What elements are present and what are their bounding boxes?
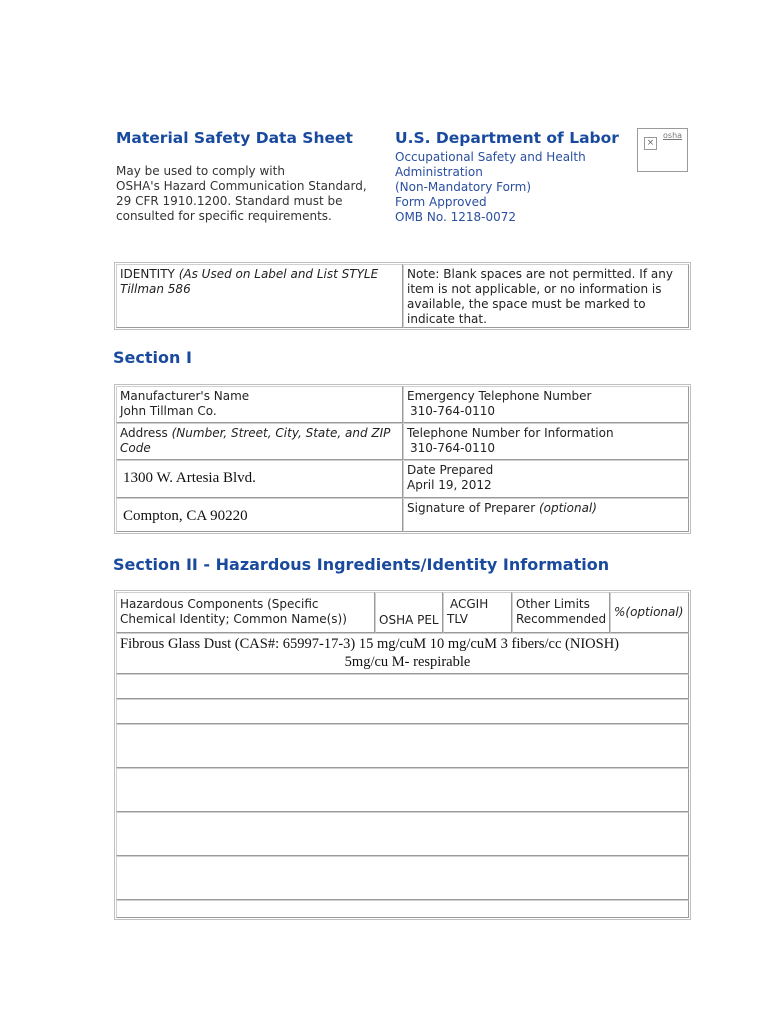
manufacturer-label: Manufacturer's Name: [120, 389, 250, 403]
note-cell: [403, 264, 689, 328]
broken-image-icon: ×: [644, 137, 657, 150]
form-title: Material Safety Data Sheet: [116, 129, 353, 147]
agency-line: (Non-Mandatory Form): [395, 180, 532, 194]
emergency-phone-cell[interactable]: [403, 386, 689, 423]
header-other-line: Recommended: [516, 612, 607, 626]
header-percent: %(optional): [610, 592, 689, 633]
header-osha-pel: OSHA PEL: [375, 592, 443, 633]
identity-box: [114, 262, 691, 330]
header-components-line: Hazardous Components (Specific: [120, 597, 319, 611]
header-components-line: Chemical Identity; Common Name(s)): [120, 612, 347, 626]
comply-line: May be used to comply with: [116, 164, 285, 178]
comply-line: 29 CFR 1910.1200. Standard must be: [116, 194, 343, 208]
section-2-table: [114, 590, 691, 920]
empty-ingredient-row[interactable]: [116, 674, 689, 699]
address-label-cell: Address (Number, Street, City, State, and ZIP Code: [116, 423, 403, 460]
header-other-limits: [512, 592, 610, 633]
info-phone-cell[interactable]: [403, 423, 689, 460]
empty-ingredient-row[interactable]: [116, 812, 689, 856]
header-acgih-line: ACGIH: [450, 597, 489, 611]
note-text: Note: Blank spaces are not permitted. If any item is not applicable, or no information is available, the space must be marked to indicate that.: [407, 267, 673, 326]
date-prepared-value: April 19, 2012: [407, 478, 492, 492]
agency-line: OMB No. 1218-0072: [395, 210, 516, 224]
comply-line: OSHA's Hazard Communication Standard,: [116, 179, 367, 193]
emergency-phone-label: Emergency Telephone Number: [407, 389, 592, 403]
identity-label: IDENTITY (As Used on Label and List STYLE Tillman 586: [120, 267, 379, 296]
section-2-heading: Section II - Hazardous Ingredients/Identity Information: [113, 555, 610, 574]
header-other-line: Other Limits: [516, 597, 590, 611]
address-line2: Compton, CA 90220: [123, 508, 248, 524]
header-acgih-tlv: [443, 592, 512, 633]
signature-cell[interactable]: Signature of Preparer (optional): [403, 498, 689, 532]
address-line2-cell[interactable]: [116, 498, 403, 532]
comply-text: [116, 164, 367, 224]
agency-line: Occupational Safety and Health: [395, 150, 586, 164]
ingredient-line: Fibrous Glass Dust (CAS#: 65997-17-3) 15 mg/cuM 10 mg/cuM 3 fibers/cc (NIOSH): [120, 636, 620, 652]
ingredient-row[interactable]: [116, 633, 689, 674]
address-line1: 1300 W. Artesia Blvd.: [123, 470, 256, 486]
agency-line: Administration: [395, 165, 483, 179]
info-phone-value: 310-764-0110: [410, 441, 496, 455]
empty-ingredient-row[interactable]: [116, 900, 689, 918]
header-components: [116, 592, 375, 633]
empty-ingredient-row[interactable]: [116, 724, 689, 768]
department-title: U.S. Department of Labor: [395, 129, 619, 147]
agency-line: Form Approved: [395, 195, 487, 209]
comply-line: consulted for specific requirements.: [116, 209, 332, 223]
identity-value: Tillman 586: [120, 282, 191, 296]
date-prepared-cell[interactable]: [403, 460, 689, 498]
address-line1-cell[interactable]: [116, 460, 403, 498]
osha-logo: [637, 128, 688, 172]
ingredient-line: 5mg/cu M- respirable: [344, 654, 471, 670]
empty-ingredient-row[interactable]: [116, 699, 689, 724]
section-1-table: [114, 384, 691, 534]
agency-text: [395, 150, 586, 225]
address-label: Address: [120, 426, 168, 440]
manufacturer-cell[interactable]: [116, 386, 403, 423]
manufacturer-value: John Tillman Co.: [120, 404, 217, 418]
header-acgih-line: TLV: [447, 612, 468, 626]
empty-ingredient-row[interactable]: [116, 768, 689, 812]
section-1-heading: Section I: [113, 348, 192, 367]
info-phone-label: Telephone Number for Information: [407, 426, 614, 440]
signature-label: Signature of Preparer: [407, 501, 536, 515]
date-prepared-label: Date Prepared: [407, 463, 494, 477]
identity-cell[interactable]: [116, 264, 403, 328]
emergency-phone-value: 310-764-0110: [410, 404, 496, 418]
logo-alt-text: osha: [663, 131, 683, 140]
empty-ingredient-row[interactable]: [116, 856, 689, 900]
